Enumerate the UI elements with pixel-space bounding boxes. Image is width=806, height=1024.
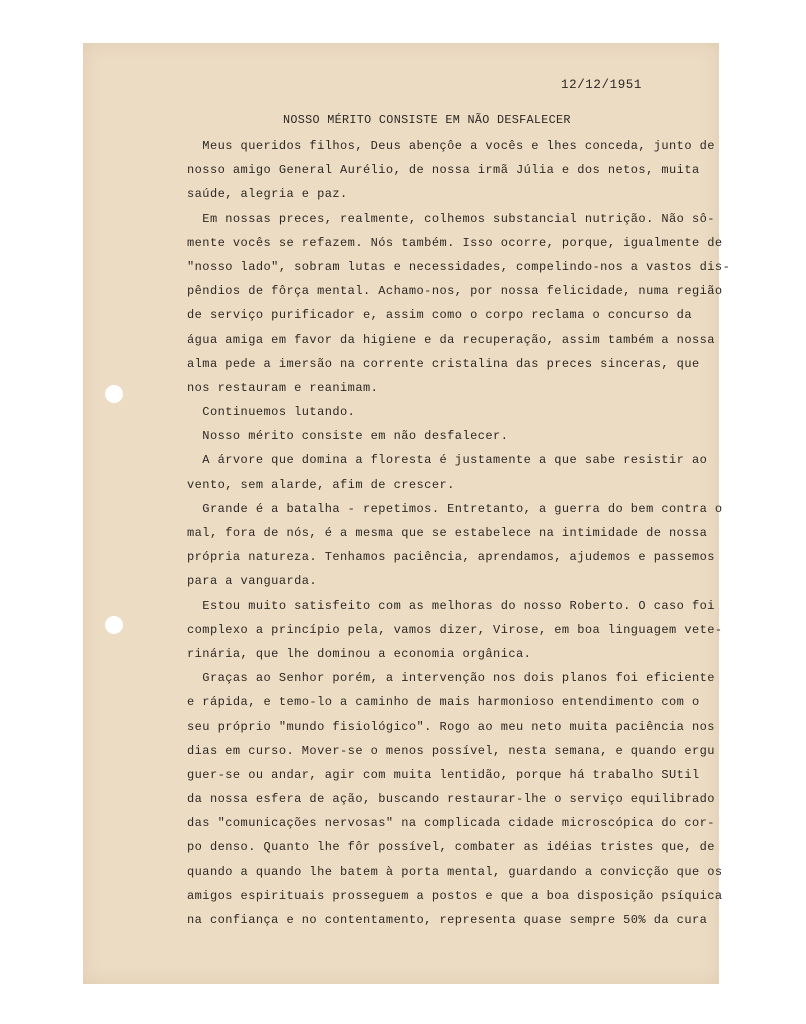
typed-line: pêndios de fôrça mental. Achamo-nos, por nossa felicidade, numa região xyxy=(187,284,723,299)
typed-line: Estou muito satisfeito com as melhoras do nosso Roberto. O caso foi xyxy=(187,598,715,613)
typed-line: da nossa esfera de ação, buscando restaurar-lhe o serviço equilibrado xyxy=(187,792,715,807)
typed-line: mente vocês se refazem. Nós também. Isso ocorre, porque, igualmente de xyxy=(187,235,723,250)
typed-line: saúde, alegria e paz. xyxy=(187,187,348,202)
letter-paragraph xyxy=(187,448,708,496)
typed-line: água amiga em favor da higiene e da recuperação, assim também a nossa xyxy=(187,332,715,347)
letter-paragraph xyxy=(187,497,723,594)
typed-line: Grande é a batalha - repetimos. Entretanto, a guerra do bem contra o xyxy=(187,501,723,516)
typed-line: e rápida, e temo-lo a caminho de mais harmonioso entendimento com o xyxy=(187,695,700,710)
typed-line: de serviço purificador e, assim como o corpo reclama o concurso da xyxy=(187,308,692,323)
typed-line: po denso. Quanto lhe fôr possível, combater as idéias tristes que, de xyxy=(187,840,715,855)
letter-paragraph xyxy=(187,594,723,667)
typed-line: vento, sem alarde, afim de crescer. xyxy=(187,477,455,492)
typed-line: alma pede a imersão na corrente cristalina das preces sinceras, que xyxy=(187,356,700,371)
typed-line: A árvore que domina a floresta é justamente a que sabe resistir ao xyxy=(187,453,708,468)
letter-paragraph xyxy=(187,207,731,401)
typed-line: nos restauram e reanimam. xyxy=(187,380,379,395)
typed-letter-page xyxy=(83,43,731,984)
punch-hole-bottom xyxy=(105,616,123,634)
typed-line: seu próprio "mundo fisiológico". Rogo ao meu neto muita paciência nos xyxy=(187,719,715,734)
typed-line: para a vanguarda. xyxy=(187,574,318,589)
letter-paragraph xyxy=(187,134,715,207)
typed-line: Em nossas preces, realmente, colhemos substancial nutrição. Não sô- xyxy=(187,211,715,226)
typed-line: rinária, que lhe dominou a economia orgânica. xyxy=(187,646,532,661)
typed-line: na confiança e no contentamento, representa quase sempre 50% da cura xyxy=(187,913,708,927)
typed-line: dias em curso. Mover-se o menos possível, nesta semana, e quando ergu xyxy=(187,743,715,758)
typed-line: nosso amigo General Aurélio, de nossa irmã Júlia e dos netos, muita xyxy=(187,163,700,178)
typed-line: guer-se ou andar, agir com muita lentidão, porque há trabalho SUtil xyxy=(187,767,700,782)
typed-line: Graças ao Senhor porém, a intervenção nos dois planos foi eficiente xyxy=(187,671,715,686)
typed-line: própria natureza. Tenhamos paciência, aprendamos, ajudemos e passemos xyxy=(187,550,715,565)
letter-body xyxy=(187,134,731,932)
punch-hole-top xyxy=(105,385,123,403)
letter-date: 12/12/1951 xyxy=(561,78,643,92)
typed-line: Nosso mérito consiste em não desfalecer. xyxy=(187,429,509,444)
typed-line: "nosso lado", sobram lutas e necessidades, compelindo-nos a vastos dis- xyxy=(187,259,731,274)
typed-line: das "comunicações nervosas" na complicada cidade microscópica do cor- xyxy=(187,816,715,831)
typed-line: Meus queridos filhos, Deus abençôe a vocês e lhes conceda, junto de xyxy=(187,139,715,153)
letter-paragraph xyxy=(187,424,697,448)
letter-title: NOSSO MÉRITO CONSISTE EM NÃO DESFALECER xyxy=(283,113,571,127)
typed-line: amigos espirituais prosseguem a postos e que a boa disposição psíquica xyxy=(187,888,723,903)
letter-paragraph xyxy=(187,666,723,932)
typed-line: mal, fora de nós, é a mesma que se estabelece na intimidade de nossa xyxy=(187,526,708,540)
typed-line: complexo a princípio pela, vamos dizer, Virose, em boa linguagem vete- xyxy=(187,622,723,637)
letter-paragraph xyxy=(187,400,697,424)
typed-line: quando a quando lhe batem à porta mental, guardando a convicção que os xyxy=(187,864,723,879)
typed-line: Continuemos lutando. xyxy=(187,405,356,420)
